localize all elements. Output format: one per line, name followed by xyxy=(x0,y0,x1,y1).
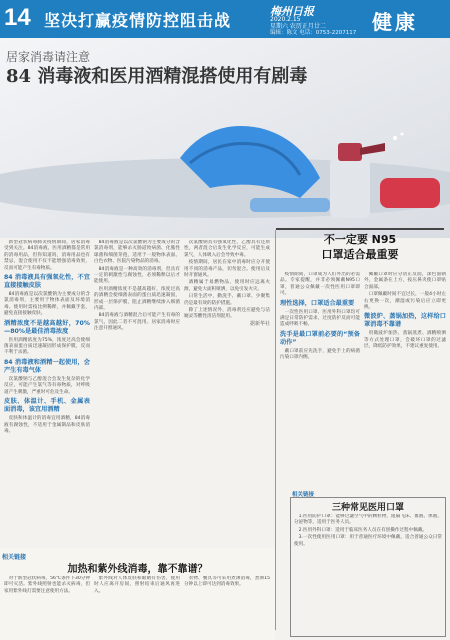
list-item: 3.一次性使用医用口罩：用于普通医疗环境中佩戴，适合普通公众日常使用。 xyxy=(294,535,442,547)
paragraph: 佩戴口罩时应分清正反面，深色面朝外，金属条在上方，按压鼻夹使口罩贴合面部。 xyxy=(364,272,446,290)
paragraph: 用微波炉加热、蒸锅蒸煮、酒精喷洒等方式处理口罩，会破坏口罩的过滤层，降低防护效果，不建议重复使用。 xyxy=(364,331,446,350)
paragraph: 紫外线对人体皮肤和眼睛有伤害，使用时人应离开房间，照射结束后通风再进入。 xyxy=(94,576,180,594)
sidebar-title xyxy=(276,232,444,262)
masthead xyxy=(0,0,450,38)
paragraph: 次氯酸钠与乙醇混合会发生复杂的化学反应，可能产生氯气等有毒物质，对呼吸道产生刺激，严重时可危及生命。 xyxy=(4,376,90,395)
article-lead: 新型冠状病毒肺炎疫情期间，居家消毒受到关注。84消毒液、医用酒精都是常用的消毒用品，但你知道吗，消毒用品也有禁忌，混合使用不仅不能增强消毒效果，反而可能产生有毒物质。 xyxy=(4,240,90,271)
paragraph: 日常生活中，勤洗手、戴口罩、少聚集仍是最有效的防护措施。 xyxy=(184,294,270,306)
newspaper-logo: 梅州日报 xyxy=(270,5,314,18)
sidebar-subhead-1: 理性选择，口罩适合最重要 xyxy=(280,299,355,307)
date-sub-line: 星期六 农历正月廿二 xyxy=(270,23,326,30)
article-column-1 xyxy=(4,240,90,540)
paragraph: 对于新型冠状病毒，56℃条件下30分钟即可灭活。紫外线照射也能杀灭病毒，但家用紫外线灯需要注意使用方法。 xyxy=(4,576,90,594)
article-column-2 xyxy=(94,240,180,540)
sidebar-column-a xyxy=(280,272,360,492)
list-item: 2.医用外科口罩：适用于临床医务人员在有创操作过程中佩戴。 xyxy=(298,527,428,533)
subhead-3: 84 消毒液和酒精一起使用，会产生有毒气体 xyxy=(4,358,90,374)
bottom-tag: 相关链接 xyxy=(2,554,27,561)
paragraph: 84消毒液是一种高效的消毒剂，但具有一定的刺激性与腐蚀性，必须稀释以后才能使用。 xyxy=(94,266,180,285)
sidebar-subhead-3: 微波炉、蒸锅加热，这样给口罩消毒不靠谱 xyxy=(364,313,446,329)
paragraph: 戴口罩前应先洗手，避免手上的病菌污染口罩内侧。 xyxy=(280,348,360,361)
sidebar-title-line-2: 口罩适合最重要 xyxy=(321,248,399,261)
list-item: 1.医用防护口罩：能够过滤空气中的颗粒物，阻隔飞沫、血液、体液、分泌物等，适用于医务人员。 xyxy=(294,514,442,526)
sidebar-title-line-1: 不一定要 N95 xyxy=(323,233,397,246)
related-link-tag: 相关链接 xyxy=(292,492,315,498)
date-line: 2020.2.15 xyxy=(270,16,301,23)
paragraph: 衣物、餐具等可采用煮沸消毒，煮沸15分钟以上即可达到消毒效果。 xyxy=(184,576,270,588)
subhead-4: 皮肤、体温计、手机、金属表面消毒，该宜用酒精 xyxy=(4,398,90,414)
article-kicker: 居家消毒请注意 xyxy=(6,50,91,64)
paragraph: 84消毒液与酒精混合后可能产生有毒的氯气，因此二者不可混用。居家消毒时应注意开窗通风。 xyxy=(94,313,180,332)
bottom-article-title: 加热和紫外线消毒，靠不靠谱？ xyxy=(67,564,208,575)
bottom-column-2 xyxy=(94,576,180,636)
column-divider xyxy=(275,230,276,630)
subhead-1: 84 消毒液具有强氧化性，不宜直接接触皮肤 xyxy=(4,274,90,290)
paragraph: 疫情期间，居民在家中消毒时应分开使用不同的消毒产品，切勿混合。使用后及时开窗通风。 xyxy=(184,260,270,279)
paragraph: 次氯酸钠具有强氧化性，乙醇具有还原性，两者混合后发生化学反应，可能生成氯气，人体吸入后会导致中毒。 xyxy=(184,240,270,258)
bottom-column-1 xyxy=(4,576,90,636)
paragraph: 84消毒液是以次氯酸钠为主要成分的含氯消毒剂，能够杀灭肠道致病菌、化脓性球菌和细菌芽孢，适用于一般物体表面、白色衣物、医院污染物品的消毒。 xyxy=(94,240,180,265)
article-headline: 84 消毒液和医用酒精混搭使用有剧毒 xyxy=(6,66,308,87)
paragraph: 医用酒精浓度为75%，浓度过高会使细菌表面蛋白质迅速凝固形成保护膜，反而不利于杀菌。 xyxy=(4,337,90,356)
mask-types-title: 三种常见医用口罩 xyxy=(331,503,404,513)
paragraph: 84消毒液是以次氯酸钠为主要成分的含氯消毒剂，主要用于物体表面及环境消毒。使用时需按比例稀释，并佩戴手套，避免直接接触皮肤。 xyxy=(4,292,90,317)
mask-types-list xyxy=(294,514,442,634)
article-column-3 xyxy=(184,240,270,540)
byline: 据新华社 xyxy=(249,320,270,327)
editor-info: 编辑：陈文 电话：0753-2207117 xyxy=(270,30,357,36)
bottom-column-3 xyxy=(184,576,270,636)
paragraph: 酒精属于易燃物品，使用时应远离火源，避免大面积喷洒，以免引发火灾。 xyxy=(184,280,270,292)
paragraph: 口罩佩戴时间不宜过长，一般4小时左右更换一次，潮湿或污染后应立即更换。 xyxy=(364,292,446,311)
paragraph: 皮肤和体温计的消毒宜用酒精，84消毒液有腐蚀性，不适用于金属制品和皮肤消毒。 xyxy=(4,416,90,434)
paragraph: 一次性医用口罩、医用外科口罩均可满足日常防护需求，过度防护反而可能造成呼吸不畅。 xyxy=(280,309,360,328)
page-number: 14 xyxy=(4,4,31,31)
sidebar-column-b xyxy=(364,272,446,492)
subhead-2: 酒精浓度不是越高越好，70%—80%是最佳消毒浓度 xyxy=(4,319,90,335)
paragraph: 疫情期间，口罩成为人们外出的必需品。专家提醒，并非必须佩戴N95口罩，普通公众佩戴一次性医用口罩即可。 xyxy=(280,272,360,297)
series-title: 坚决打赢疫情防控阻击战 xyxy=(44,11,232,30)
section-name: 健康 xyxy=(372,10,418,34)
paragraph: 医用酒精浓度不是越高越好，浓度过高的酒精会使细菌表面的蛋白质迅速凝固，形成一层保护膜，阻止酒精继续渗入细菌内部。 xyxy=(94,286,180,312)
paragraph: 除了上述情况外，消毒剂还应避免与洁厕灵等酸性清洁剂混用。 xyxy=(184,308,270,320)
sidebar-subhead-2: 洗手是最口罩前必要的“预备动作” xyxy=(280,330,360,346)
